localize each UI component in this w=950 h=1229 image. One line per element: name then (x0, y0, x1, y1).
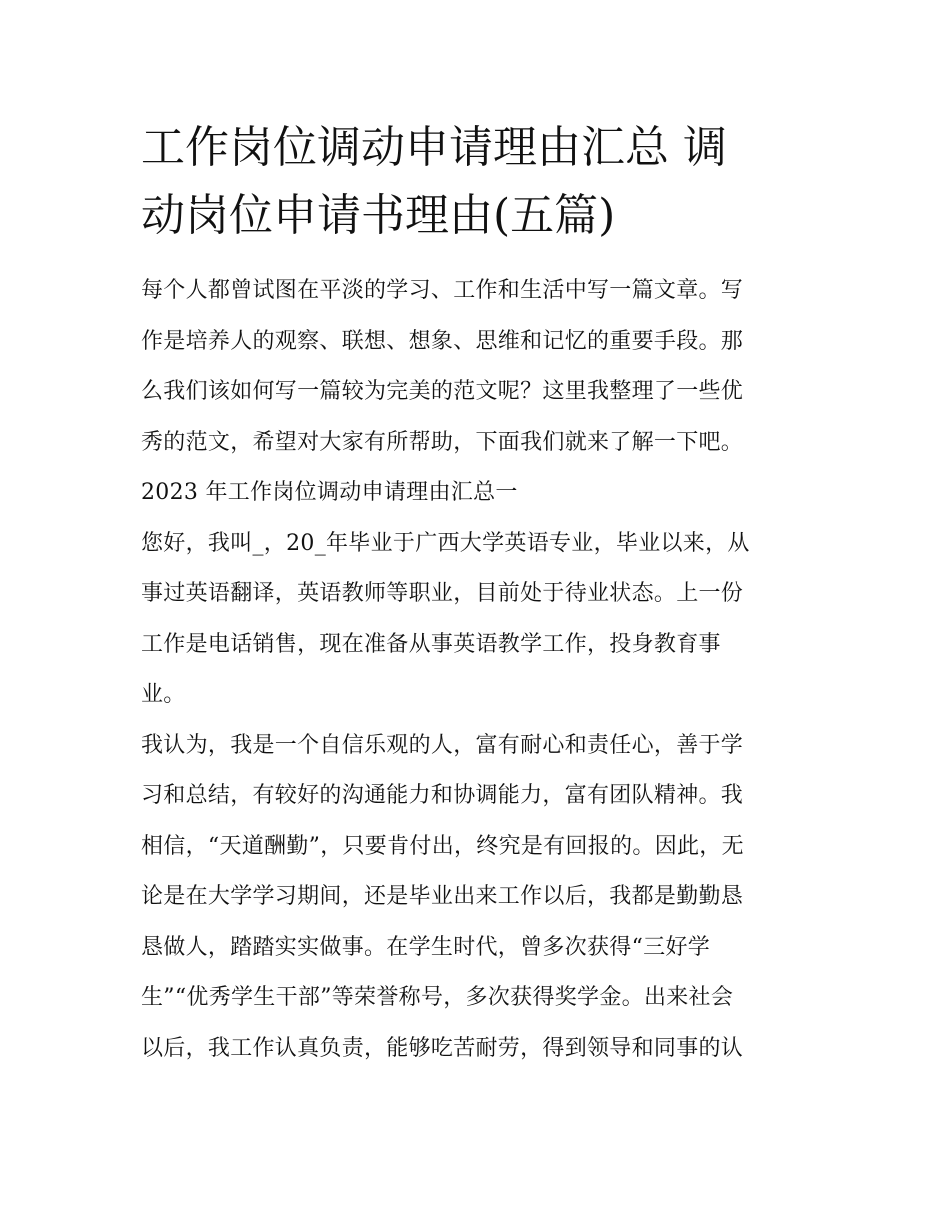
body-line: 论是在大学学习期间，还是毕业出来工作以后，我都是勤勤恳 (141, 884, 744, 909)
body-line: 我认为，我是一个自信乐观的人，富有耐心和责任心，善于学 (141, 732, 744, 758)
body-line: 秀的范文，希望对大家有所帮助，下面我们就来了解一下吧。 (141, 429, 744, 455)
body-line: 以后，我工作认真负责，能够吃苦耐劳，得到领导和同事的认 (141, 1035, 744, 1061)
body-line: 工作是电话销售，现在准备从事英语教学工作，投身教育事 (141, 631, 721, 657)
document-content (141, 114, 813, 1074)
section-heading: 2023 年工作岗位调动申请理由汇总一 (141, 480, 518, 505)
body-line: 恳做人，踏踏实实做事。在学生时代，曾多次获得“三好学 (141, 934, 711, 960)
body-line: 相信，“天道酬勤”，只要肯付出，终究是有回报的。因此，无 (141, 833, 744, 859)
body-line: 习和总结，有较好的沟通能力和协调能力，富有团队精神。我 (141, 783, 744, 808)
body-line: 您好，我叫_，20_年毕业于广西大学英语专业，毕业以来，从 (141, 530, 750, 556)
body-line: 么我们该如何写一篇较为完美的范文呢？这里我整理了一些优 (141, 379, 744, 404)
title-line: 工作岗位调动申请理由汇总 调 (141, 122, 727, 173)
body-line: 事过英语翻译，英语教师等职业，目前处于待业状态。上一份 (141, 581, 744, 606)
body-line: 业。 (141, 682, 186, 707)
body-line: 每个人都曾试图在平淡的学习、工作和生活中写一篇文章。写 (141, 278, 744, 303)
title-line: 动岗位申请书理由(五篇) (141, 190, 616, 241)
document-title (141, 114, 813, 250)
document-body (141, 266, 813, 1074)
body-line: 生”“优秀学生干部”等荣誉称号，多次获得奖学金。出来社会 (141, 985, 734, 1010)
body-line: 作是培养人的观察、联想、想象、思维和记忆的重要手段。那 (141, 328, 744, 354)
